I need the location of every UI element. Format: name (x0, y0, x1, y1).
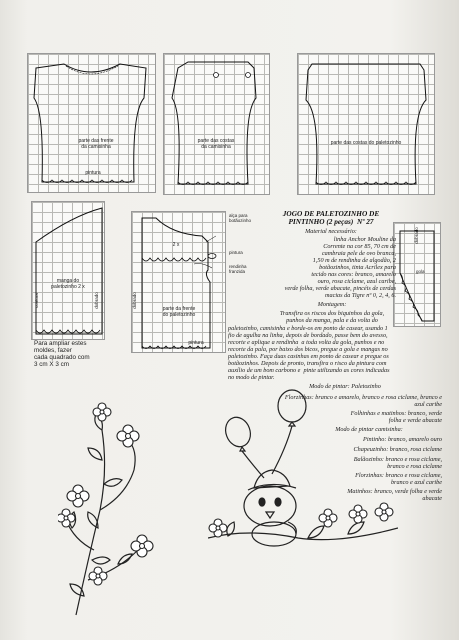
vest-front-dobrado: dobrado (131, 292, 137, 309)
vest-pintura-label: pintura (229, 250, 243, 255)
pattern-grid-back-vest (297, 53, 435, 195)
modo-paletozinho: Modo de pintar: Paletozinho (309, 383, 381, 390)
back-shirt-label: parte das costas da camisinha (197, 138, 235, 150)
montagem-heading: Montagem: (317, 301, 347, 308)
folhinhas-paletozinho: Folhinhas e matinhos: branco, verde folha e verde abacate (350, 410, 442, 424)
material-heading: Material necessário: (305, 228, 357, 235)
matinhos-colors: Matinhos: branco, verde folha e verde abacate (347, 488, 442, 502)
back-vest-label: parte das costas do paletozinho (330, 140, 402, 146)
front-shirt-pintura: pintura (85, 170, 101, 176)
pattern-outline-vest-front (132, 212, 225, 352)
enlarge-note: Para ampliar estes moldes, fazer cada quadrado com 3 cm X 3 cm (34, 340, 90, 368)
pintinho-colors: Pintinho: branco, amarelo ouro (363, 436, 442, 443)
pattern-outline-back-vest (298, 54, 434, 194)
sleeve-label: manga do paletozinho 2 x (51, 278, 85, 290)
project-title: JOGO DE PALETOZINHO DE PINTINHO (2 peças) Nº 27 (282, 209, 380, 226)
pattern-grid-vest-front (131, 211, 226, 353)
sleeve-costura: costura (33, 293, 39, 308)
sleeve-dobrado: dobrado (93, 292, 99, 309)
collar-gola: gola (416, 269, 425, 274)
material-text: linha Anchor Mouline da Corrente na cor 85, 70 cm de cambraia pele de ovo branca, 1,50 m de rendinha de algodão, 2 botãozinhos, tinta Acrilex para tecido nas cores: branco, amarelo ouro, rosa ciclame, azul caribe, verde folha, verde abacate, pincéis de cerdas macias da Tigre nº 0, 2, 4, 6. (284, 236, 396, 299)
florzinhas-paletozinho: Florzinhas: branco e amarelo, branco e rosa ciclame, branco e azul caribe (284, 394, 442, 408)
modo-camisinha: Modo de pintar camisinha: (335, 426, 403, 433)
collar-dobrado: dobrado (413, 227, 419, 244)
vest-front-2x: 2 x (172, 242, 180, 248)
floral-vine-drawing (58, 400, 208, 620)
balaozinho-colors: Balãozinho: branco e rosa ciclame, branco e rosa ciclame (353, 456, 442, 470)
front-shirt-label: parte das frente da camisinha (78, 138, 114, 150)
pattern-outline-sleeve (32, 202, 104, 339)
montagem-text: paletozinho, camisinha e borde-os em ponto de casear, usando 1 fio de agulha na linha, depois de bordado, passe bem do avesso, recorte e aplique a rendinha a toda volta da gola, punhos e no recorte da pala, por baixo dos bicos, pregue a gola e mangas no paletozinho. Faça duas casinhas em ponto de casear e pregue os botãozinhos. Depois de pronto, transfira o risco da pintura com auxílio de um bom carbono e pinte utilizando as cores indicadas no modo de pintar. (228, 325, 390, 381)
ground-flowers (209, 503, 393, 537)
vest-rendinha-label: rendinha franzida (229, 264, 247, 274)
florzinhas-camisinha: Florzinhas: branco e rosa ciclame, branco e azul caribe (355, 472, 442, 486)
chick-balloons-drawing (208, 388, 398, 548)
vest-alca-label: alça para botãozinho (229, 213, 252, 223)
pattern-grid-front-shirt (27, 53, 156, 193)
montagem-lead: Transfira os riscos dos biquinhos da gola, punhos da manga, pala e da volta do (279, 310, 385, 324)
pattern-grid-sleeve (31, 201, 105, 340)
pattern-outline-back-shirt (164, 54, 269, 194)
vest-front-label: parte da frente do paletozinho (162, 306, 196, 318)
pattern-grid-back-shirt (163, 53, 270, 195)
vest-front-pintura: pintura (188, 340, 204, 346)
chapeuzinho-colors: Chapeuzinho: branco, rosa ciclame (353, 446, 442, 453)
